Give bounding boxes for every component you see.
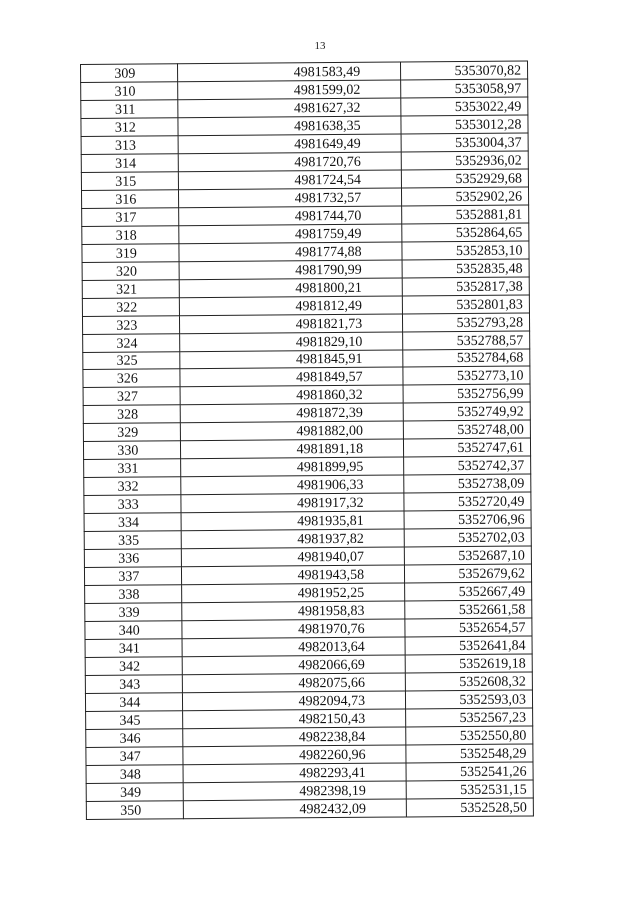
x-coordinate-cell: 4982094,73 bbox=[182, 691, 406, 711]
point-number-cell: 314 bbox=[81, 154, 178, 173]
y-coordinate-cell: 5352817,38 bbox=[402, 277, 529, 296]
y-coordinate-cell: 5352550,80 bbox=[406, 726, 533, 745]
x-coordinate-cell: 4981849,57 bbox=[180, 367, 404, 387]
point-number-cell: 338 bbox=[85, 585, 182, 604]
point-number-cell: 344 bbox=[85, 693, 182, 712]
y-coordinate-cell: 5352936,02 bbox=[401, 151, 528, 170]
y-coordinate-cell: 5353004,37 bbox=[401, 133, 528, 152]
y-coordinate-cell: 5352749,92 bbox=[403, 402, 530, 421]
point-number-cell: 309 bbox=[81, 64, 178, 83]
y-coordinate-cell: 5353022,49 bbox=[401, 97, 528, 116]
y-coordinate-cell: 5352773,10 bbox=[403, 366, 530, 385]
coordinates-table bbox=[80, 60, 534, 819]
point-number-cell: 319 bbox=[82, 243, 179, 262]
x-coordinate-cell: 4981627,32 bbox=[177, 98, 401, 118]
point-number-cell: 318 bbox=[82, 225, 179, 244]
point-number-cell: 321 bbox=[82, 279, 179, 298]
x-coordinate-cell: 4981759,49 bbox=[178, 224, 402, 244]
y-coordinate-cell: 5352738,09 bbox=[404, 474, 531, 493]
y-coordinate-cell: 5352793,28 bbox=[403, 313, 530, 332]
y-coordinate-cell: 5352641,84 bbox=[405, 636, 532, 655]
y-coordinate-cell: 5352881,81 bbox=[402, 205, 529, 224]
y-coordinate-cell: 5352679,62 bbox=[405, 564, 532, 583]
x-coordinate-cell: 4981958,83 bbox=[181, 601, 405, 621]
point-number-cell: 313 bbox=[81, 136, 178, 155]
y-coordinate-cell: 5352702,03 bbox=[404, 528, 531, 547]
x-coordinate-cell: 4982260,96 bbox=[182, 745, 406, 765]
y-coordinate-cell: 5353012,28 bbox=[401, 115, 528, 134]
y-coordinate-cell: 5352784,68 bbox=[403, 348, 530, 367]
x-coordinate-cell: 4981583,49 bbox=[177, 62, 401, 82]
y-coordinate-cell: 5352720,49 bbox=[404, 492, 531, 511]
y-coordinate-cell: 5352654,57 bbox=[405, 618, 532, 637]
x-coordinate-cell: 4981899,95 bbox=[180, 457, 404, 477]
y-coordinate-cell: 5352567,23 bbox=[406, 708, 533, 727]
y-coordinate-cell: 5352864,65 bbox=[402, 223, 529, 242]
y-coordinate-cell: 5352801,83 bbox=[402, 295, 529, 314]
point-number-cell: 316 bbox=[81, 190, 178, 209]
x-coordinate-cell: 4981821,73 bbox=[179, 314, 403, 334]
x-coordinate-cell: 4981800,21 bbox=[179, 278, 403, 298]
y-coordinate-cell: 5352619,18 bbox=[405, 654, 532, 673]
point-number-cell: 342 bbox=[85, 657, 182, 676]
y-coordinate-cell: 5352747,61 bbox=[404, 438, 531, 457]
x-coordinate-cell: 4981774,88 bbox=[179, 242, 403, 262]
x-coordinate-cell: 4981943,58 bbox=[181, 565, 405, 585]
point-number-cell: 333 bbox=[84, 495, 181, 514]
point-number-cell: 323 bbox=[82, 315, 179, 334]
point-number-cell: 322 bbox=[82, 297, 179, 316]
point-number-cell: 347 bbox=[86, 747, 183, 766]
y-coordinate-cell: 5352667,49 bbox=[405, 582, 532, 601]
page-number: 13 bbox=[314, 40, 326, 52]
y-coordinate-cell: 5352541,26 bbox=[406, 762, 533, 781]
x-coordinate-cell: 4981872,39 bbox=[180, 403, 404, 423]
point-number-cell: 325 bbox=[83, 351, 180, 370]
x-coordinate-cell: 4982398,19 bbox=[183, 781, 407, 801]
y-coordinate-cell: 5352593,03 bbox=[406, 690, 533, 709]
y-coordinate-cell: 5352528,50 bbox=[406, 798, 533, 817]
x-coordinate-cell: 4981917,32 bbox=[181, 493, 405, 513]
point-number-cell: 329 bbox=[83, 423, 180, 442]
x-coordinate-cell: 4981845,91 bbox=[179, 349, 403, 369]
y-coordinate-cell: 5352788,57 bbox=[403, 331, 530, 350]
point-number-cell: 317 bbox=[82, 207, 179, 226]
point-number-cell: 334 bbox=[84, 513, 181, 532]
point-number-cell: 311 bbox=[81, 100, 178, 119]
point-number-cell: 331 bbox=[84, 459, 181, 478]
y-coordinate-cell: 5352608,32 bbox=[405, 672, 532, 691]
point-number-cell: 343 bbox=[85, 675, 182, 694]
x-coordinate-cell: 4981937,82 bbox=[181, 529, 405, 549]
x-coordinate-cell: 4981935,81 bbox=[181, 511, 405, 531]
x-coordinate-cell: 4982293,41 bbox=[183, 763, 407, 783]
y-coordinate-cell: 5353070,82 bbox=[401, 61, 528, 80]
x-coordinate-cell: 4981638,35 bbox=[178, 116, 402, 136]
x-coordinate-cell: 4981649,49 bbox=[178, 134, 402, 154]
y-coordinate-cell: 5352756,99 bbox=[403, 384, 530, 403]
x-coordinate-cell: 4981906,33 bbox=[180, 475, 404, 495]
point-number-cell: 336 bbox=[84, 549, 181, 568]
point-number-cell: 348 bbox=[86, 764, 183, 783]
y-coordinate-cell: 5352742,37 bbox=[404, 456, 531, 475]
point-number-cell: 350 bbox=[86, 800, 183, 819]
y-coordinate-cell: 5352929,68 bbox=[401, 169, 528, 188]
x-coordinate-cell: 4981724,54 bbox=[178, 170, 402, 190]
x-coordinate-cell: 4981860,32 bbox=[180, 385, 404, 405]
x-coordinate-cell: 4981744,70 bbox=[178, 206, 402, 226]
x-coordinate-cell: 4981882,00 bbox=[180, 421, 404, 441]
x-coordinate-cell: 4981940,07 bbox=[181, 547, 405, 567]
x-coordinate-cell: 4982066,69 bbox=[182, 655, 406, 675]
point-number-cell: 330 bbox=[83, 441, 180, 460]
point-number-cell: 332 bbox=[84, 477, 181, 496]
x-coordinate-cell: 4981812,49 bbox=[179, 296, 403, 316]
point-number-cell: 315 bbox=[81, 172, 178, 191]
x-coordinate-cell: 4981720,76 bbox=[178, 152, 402, 172]
point-number-cell: 339 bbox=[85, 603, 182, 622]
point-number-cell: 324 bbox=[83, 333, 180, 352]
y-coordinate-cell: 5352661,58 bbox=[405, 600, 532, 619]
x-coordinate-cell: 4981891,18 bbox=[180, 439, 404, 459]
point-number-cell: 312 bbox=[81, 118, 178, 137]
point-number-cell: 340 bbox=[85, 621, 182, 640]
y-coordinate-cell: 5352853,10 bbox=[402, 241, 529, 260]
x-coordinate-cell: 4982013,64 bbox=[182, 637, 406, 657]
table-row bbox=[86, 798, 533, 819]
point-number-cell: 341 bbox=[85, 639, 182, 658]
point-number-cell: 320 bbox=[82, 261, 179, 280]
y-coordinate-cell: 5352835,48 bbox=[402, 259, 529, 278]
point-number-cell: 328 bbox=[83, 405, 180, 424]
x-coordinate-cell: 4981732,57 bbox=[178, 188, 402, 208]
x-coordinate-cell: 4981790,99 bbox=[179, 260, 403, 280]
point-number-cell: 326 bbox=[83, 369, 180, 388]
point-number-cell: 310 bbox=[81, 82, 178, 101]
point-number-cell: 337 bbox=[84, 567, 181, 586]
x-coordinate-cell: 4981970,76 bbox=[182, 619, 406, 639]
x-coordinate-cell: 4981829,10 bbox=[179, 332, 403, 352]
point-number-cell: 345 bbox=[86, 711, 183, 730]
y-coordinate-cell: 5352531,15 bbox=[406, 780, 533, 799]
x-coordinate-cell: 4982432,09 bbox=[183, 799, 407, 819]
point-number-cell: 335 bbox=[84, 531, 181, 550]
y-coordinate-cell: 5352706,96 bbox=[404, 510, 531, 529]
coordinates-table-body bbox=[81, 61, 534, 819]
x-coordinate-cell: 4982150,43 bbox=[182, 709, 406, 729]
x-coordinate-cell: 4981599,02 bbox=[177, 80, 401, 100]
y-coordinate-cell: 5353058,97 bbox=[401, 79, 528, 98]
y-coordinate-cell: 5352548,29 bbox=[406, 744, 533, 763]
point-number-cell: 346 bbox=[86, 729, 183, 748]
point-number-cell: 327 bbox=[83, 387, 180, 406]
y-coordinate-cell: 5352687,10 bbox=[404, 546, 531, 565]
x-coordinate-cell: 4981952,25 bbox=[181, 583, 405, 603]
y-coordinate-cell: 5352902,26 bbox=[402, 187, 529, 206]
x-coordinate-cell: 4982238,84 bbox=[182, 727, 406, 747]
y-coordinate-cell: 5352748,00 bbox=[403, 420, 530, 439]
x-coordinate-cell: 4982075,66 bbox=[182, 673, 406, 693]
point-number-cell: 349 bbox=[86, 782, 183, 801]
